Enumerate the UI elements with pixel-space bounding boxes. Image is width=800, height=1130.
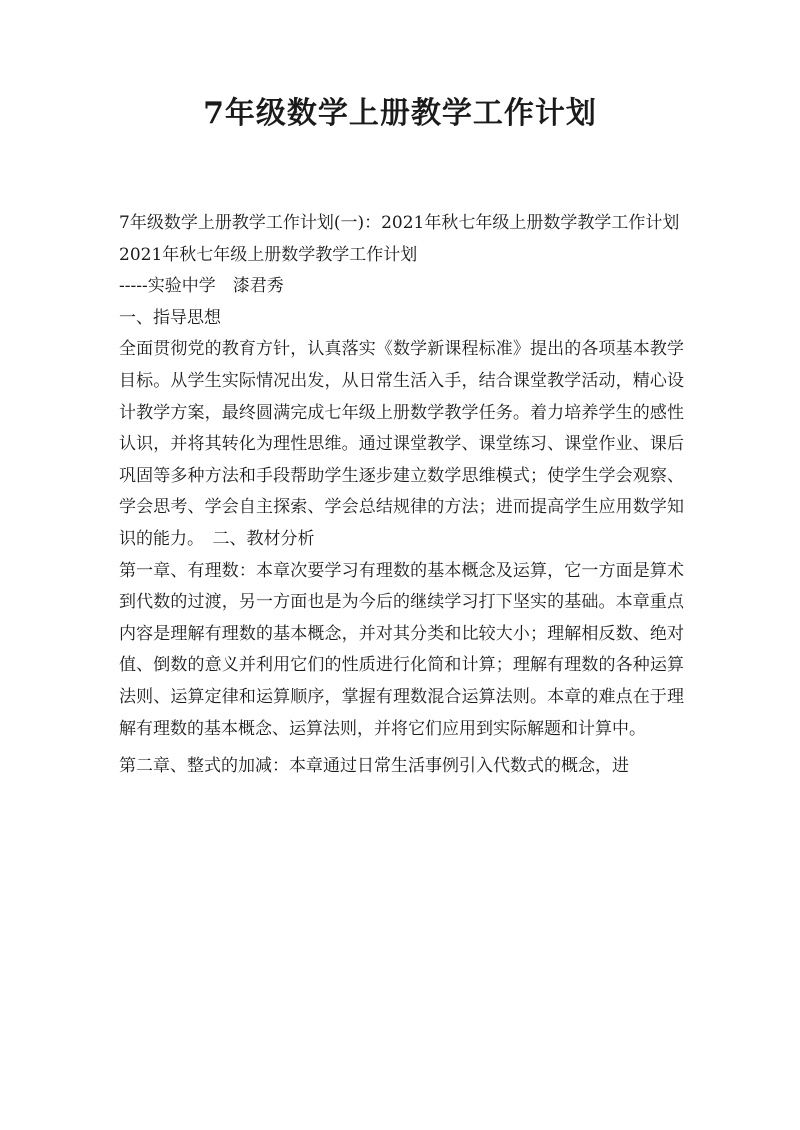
- paragraph-plan-title: 2021年秋七年级上册数学教学工作计划: [119, 244, 418, 265]
- paragraph-guiding-thought: 全面贯彻党的教育方针，认真落实《数学新课程标准》提出的各项基本教学目标。从学生实际情况出发，从日常生活入手，结合课堂教学活动，精心设计教学方案，最终圆满完成七年级上册数学教学任务。着力培养学生的感性认识，并将其转化为理性思维。通过课堂教学、课堂练习、课堂作业、课后巩固等多种方法和手段帮助学生逐步建立数学思维模式；使学生学会观察、学会思考、学会自主探索、学会总结规律的方法；进而提高学生应用数学知识的能力。 二、教材分析: [119, 339, 684, 549]
- paragraph-author: -----实验中学 漆君秀: [119, 276, 284, 297]
- paragraph-chapter-two: 第二章、整式的加减：本章通过日常生活事例引入代数式的概念，进: [119, 756, 629, 777]
- section-heading-guiding-thought: 一、指导思想: [119, 307, 221, 328]
- paragraph-chapter-one: 第一章、有理数：本章次要学习有理数的基本概念及运算，它一方面是算术到代数的过渡，另一方面也是为今后的继续学习打下坚实的基础。本章重点内容是理解有理数的基本概念，并对其分类和比较大小；理解相反数、绝对值、倒数的意义并利用它们的性质进行化简和计算；理解有理数的各种运算法则、运算定律和运算顺序，掌握有理数混合运算法则。本章的难点在于理解有理数的基本概念、运算法则，并将它们应用到实际解题和计算中。: [119, 560, 684, 739]
- document-body: [119, 208, 684, 783]
- paragraph-subtitle: 7年级数学上册教学工作计划(一)：2021年秋七年级上册数学教学工作计划: [119, 213, 680, 233]
- document-title: 7年级数学上册教学工作计划: [203, 96, 597, 131]
